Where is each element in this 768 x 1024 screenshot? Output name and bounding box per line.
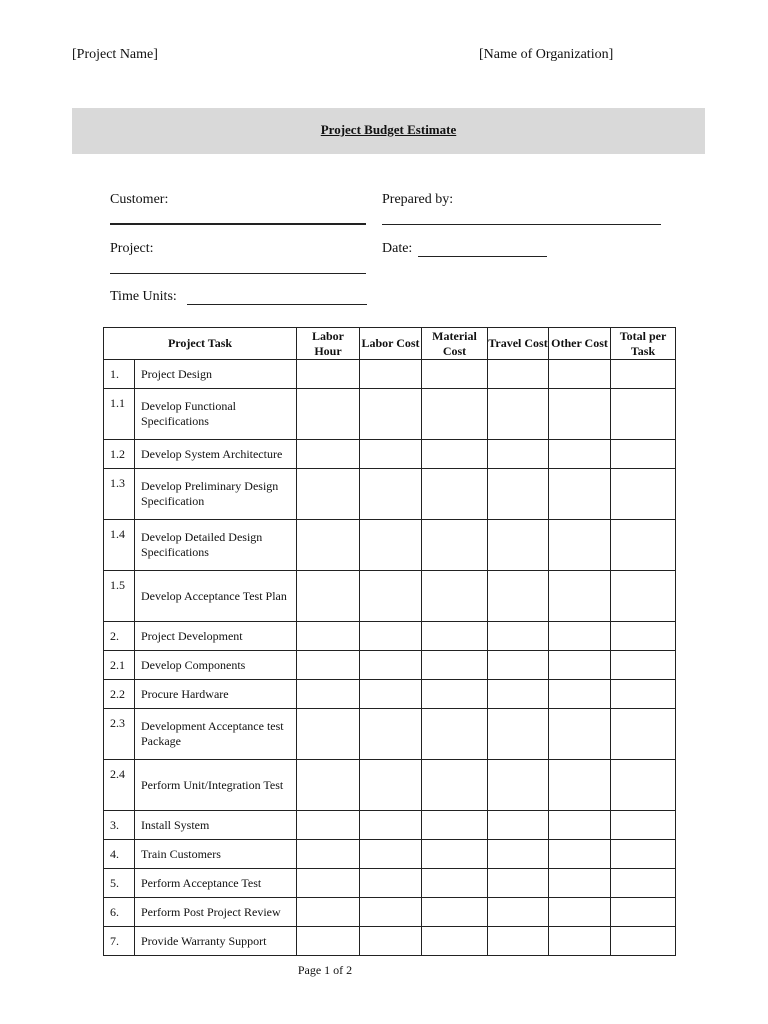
cost-cell[interactable] xyxy=(422,869,488,898)
cost-cell[interactable] xyxy=(488,469,549,520)
cost-cell[interactable] xyxy=(488,898,549,927)
column-header: Other Cost xyxy=(549,328,611,360)
cost-cell[interactable] xyxy=(297,520,360,571)
cost-cell[interactable] xyxy=(360,927,422,956)
column-header: Material Cost xyxy=(422,328,488,360)
cost-cell[interactable] xyxy=(488,440,549,469)
cost-cell[interactable] xyxy=(488,811,549,840)
cost-cell[interactable] xyxy=(488,869,549,898)
cost-cell[interactable] xyxy=(488,389,549,440)
task-number: 4. xyxy=(104,840,135,869)
customer-label: Customer: xyxy=(110,192,169,207)
cost-cell[interactable] xyxy=(549,571,611,622)
task-number: 3. xyxy=(104,811,135,840)
header-organization: [Name of Organization] xyxy=(479,47,614,62)
cost-cell[interactable] xyxy=(488,840,549,869)
task-name: Provide Warranty Support xyxy=(135,927,297,956)
cost-cell[interactable] xyxy=(549,389,611,440)
table-row xyxy=(104,811,676,840)
table-row xyxy=(104,680,676,709)
cost-cell[interactable] xyxy=(360,840,422,869)
cost-cell[interactable] xyxy=(422,680,488,709)
cost-cell[interactable] xyxy=(422,651,488,680)
title-band xyxy=(72,108,705,154)
time-units-label: Time Units: xyxy=(110,289,177,304)
cost-cell[interactable] xyxy=(360,360,422,389)
cost-cell[interactable] xyxy=(297,760,360,811)
cost-cell[interactable] xyxy=(297,469,360,520)
task-number: 2. xyxy=(104,622,135,651)
cost-cell[interactable] xyxy=(297,680,360,709)
task-name: Development Acceptance test Package xyxy=(135,709,297,760)
task-name: Install System xyxy=(135,811,297,840)
table-row xyxy=(104,898,676,927)
task-name: Procure Hardware xyxy=(135,680,297,709)
cost-cell[interactable] xyxy=(611,811,676,840)
cost-cell[interactable] xyxy=(422,927,488,956)
cost-cell[interactable] xyxy=(549,469,611,520)
cost-cell[interactable] xyxy=(611,622,676,651)
cost-cell[interactable] xyxy=(549,869,611,898)
task-name: Develop System Architecture xyxy=(135,440,297,469)
prepared-by-label: Prepared by: xyxy=(382,192,454,207)
cost-cell[interactable] xyxy=(611,520,676,571)
cost-cell[interactable] xyxy=(611,469,676,520)
table-row xyxy=(104,840,676,869)
cost-cell[interactable] xyxy=(422,760,488,811)
cost-cell[interactable] xyxy=(488,651,549,680)
table-row xyxy=(104,760,676,811)
cost-cell[interactable] xyxy=(360,571,422,622)
task-name: Perform Post Project Review xyxy=(135,898,297,927)
cost-cell[interactable] xyxy=(611,927,676,956)
cost-cell[interactable] xyxy=(611,571,676,622)
cost-cell[interactable] xyxy=(360,622,422,651)
cost-cell[interactable] xyxy=(297,898,360,927)
cost-cell[interactable] xyxy=(422,898,488,927)
cost-cell[interactable] xyxy=(297,571,360,622)
table-row xyxy=(104,622,676,651)
task-name: Develop Acceptance Test Plan xyxy=(135,571,297,622)
cost-cell[interactable] xyxy=(422,811,488,840)
column-header-task: Project Task xyxy=(104,328,297,360)
cost-cell[interactable] xyxy=(549,440,611,469)
cost-cell[interactable] xyxy=(360,680,422,709)
table-header-row xyxy=(104,328,676,360)
cost-cell[interactable] xyxy=(360,520,422,571)
cost-cell[interactable] xyxy=(611,360,676,389)
task-name: Develop Functional Specifications xyxy=(135,389,297,440)
cost-cell[interactable] xyxy=(488,680,549,709)
cost-cell[interactable] xyxy=(360,389,422,440)
cost-cell[interactable] xyxy=(422,469,488,520)
cost-cell[interactable] xyxy=(488,760,549,811)
cost-cell[interactable] xyxy=(549,520,611,571)
cost-cell[interactable] xyxy=(422,571,488,622)
table-row xyxy=(104,571,676,622)
cost-cell[interactable] xyxy=(488,622,549,651)
budget-table xyxy=(103,327,676,956)
task-number: 2.1 xyxy=(104,651,135,680)
cost-cell[interactable] xyxy=(488,520,549,571)
cost-cell[interactable] xyxy=(360,811,422,840)
cost-cell[interactable] xyxy=(488,709,549,760)
task-number: 1. xyxy=(104,360,135,389)
table-row xyxy=(104,709,676,760)
cost-cell[interactable] xyxy=(422,840,488,869)
cost-cell[interactable] xyxy=(422,360,488,389)
cost-cell[interactable] xyxy=(360,898,422,927)
cost-cell[interactable] xyxy=(297,811,360,840)
cost-cell[interactable] xyxy=(360,760,422,811)
cost-cell[interactable] xyxy=(422,622,488,651)
cost-cell[interactable] xyxy=(611,440,676,469)
cost-cell[interactable] xyxy=(549,760,611,811)
cost-cell[interactable] xyxy=(549,898,611,927)
cost-cell[interactable] xyxy=(360,440,422,469)
cost-cell[interactable] xyxy=(422,709,488,760)
task-number: 1.4 xyxy=(104,520,135,571)
cost-cell[interactable] xyxy=(611,869,676,898)
cost-cell[interactable] xyxy=(297,440,360,469)
prepared-by-line[interactable] xyxy=(382,224,661,225)
cost-cell[interactable] xyxy=(297,651,360,680)
header-project-name: [Project Name] xyxy=(72,47,158,62)
task-number: 2.4 xyxy=(104,760,135,811)
table-row xyxy=(104,389,676,440)
task-number: 1.1 xyxy=(104,389,135,440)
table-row xyxy=(104,360,676,389)
cost-cell[interactable] xyxy=(297,869,360,898)
cost-cell[interactable] xyxy=(422,520,488,571)
cost-cell[interactable] xyxy=(611,898,676,927)
page-number: Page 1 of 2 xyxy=(297,963,353,977)
cost-cell[interactable] xyxy=(611,840,676,869)
cost-cell[interactable] xyxy=(611,680,676,709)
column-header: Labor Cost xyxy=(360,328,422,360)
cost-cell[interactable] xyxy=(549,927,611,956)
table-row xyxy=(104,520,676,571)
cost-cell[interactable] xyxy=(611,651,676,680)
task-name: Train Customers xyxy=(135,840,297,869)
task-number: 7. xyxy=(104,927,135,956)
cost-cell[interactable] xyxy=(360,709,422,760)
cost-cell[interactable] xyxy=(549,360,611,389)
cost-cell[interactable] xyxy=(297,927,360,956)
table-row xyxy=(104,651,676,680)
column-header: Travel Cost xyxy=(488,328,549,360)
cost-cell[interactable] xyxy=(611,760,676,811)
project-label: Project: xyxy=(110,241,154,256)
customer-line[interactable] xyxy=(110,223,366,225)
task-number: 1.2 xyxy=(104,440,135,469)
cost-cell[interactable] xyxy=(360,469,422,520)
column-header: Labor Hour xyxy=(297,328,360,360)
time-units-line[interactable] xyxy=(187,304,367,305)
task-number: 1.3 xyxy=(104,469,135,520)
cost-cell[interactable] xyxy=(549,709,611,760)
cost-cell[interactable] xyxy=(422,440,488,469)
cost-cell[interactable] xyxy=(422,389,488,440)
cost-cell[interactable] xyxy=(297,840,360,869)
task-name: Perform Acceptance Test xyxy=(135,869,297,898)
cost-cell[interactable] xyxy=(297,709,360,760)
task-name: Develop Preliminary Design Specification xyxy=(135,469,297,520)
task-name: Project Design xyxy=(135,360,297,389)
table-row xyxy=(104,469,676,520)
task-name: Project Development xyxy=(135,622,297,651)
table-row xyxy=(104,927,676,956)
cost-cell[interactable] xyxy=(488,571,549,622)
cost-cell[interactable] xyxy=(360,869,422,898)
date-label: Date: xyxy=(382,241,413,256)
table-row xyxy=(104,869,676,898)
cost-cell[interactable] xyxy=(549,811,611,840)
cost-cell[interactable] xyxy=(360,651,422,680)
date-line[interactable] xyxy=(418,256,547,257)
cost-cell[interactable] xyxy=(297,389,360,440)
cost-cell[interactable] xyxy=(611,709,676,760)
cost-cell[interactable] xyxy=(611,389,676,440)
task-name: Develop Detailed Design Specifications xyxy=(135,520,297,571)
table-row xyxy=(104,440,676,469)
cost-cell[interactable] xyxy=(549,840,611,869)
cost-cell[interactable] xyxy=(297,360,360,389)
task-number: 5. xyxy=(104,869,135,898)
task-number: 2.3 xyxy=(104,709,135,760)
cost-cell[interactable] xyxy=(549,622,611,651)
task-number: 6. xyxy=(104,898,135,927)
task-number: 2.2 xyxy=(104,680,135,709)
column-header: Total per Task xyxy=(611,328,676,360)
document-title: Project Budget Estimate xyxy=(320,122,457,137)
cost-cell[interactable] xyxy=(488,927,549,956)
cost-cell[interactable] xyxy=(549,651,611,680)
cost-cell[interactable] xyxy=(549,680,611,709)
cost-cell[interactable] xyxy=(488,360,549,389)
cost-cell[interactable] xyxy=(297,622,360,651)
project-line[interactable] xyxy=(110,273,366,274)
task-number: 1.5 xyxy=(104,571,135,622)
task-name: Develop Components xyxy=(135,651,297,680)
task-name: Perform Unit/Integration Test xyxy=(135,760,297,811)
